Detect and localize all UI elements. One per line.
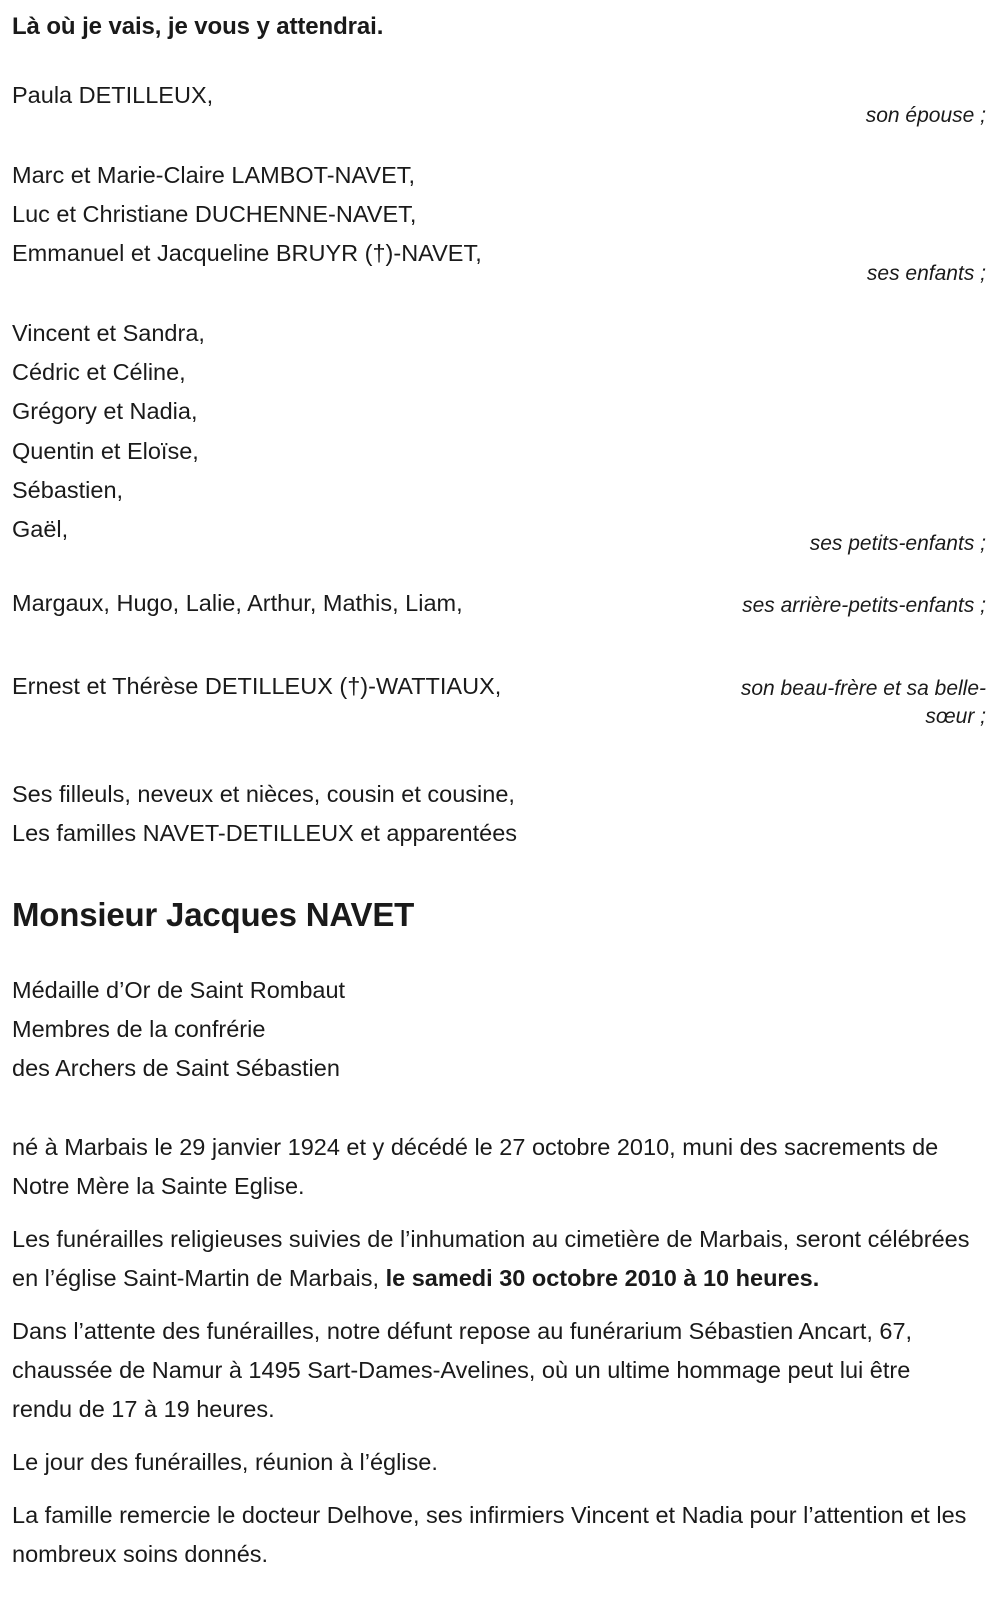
name-line: Margaux, Hugo, Lalie, Arthur, Mathis, Liam, xyxy=(12,589,463,616)
name-line: Sébastien, xyxy=(12,476,124,503)
relation-row-grandchildren xyxy=(12,314,986,558)
paragraph-thanks: La famille remercie le docteur Delhove, ses infirmiers Vincent et Nadia pour l’attention et les nombreux soins donnés. xyxy=(12,1501,967,1567)
paragraph-birth-death: né à Marbais le 29 janvier 1924 et y décédé le 27 octobre 2010, muni des sacrements de Notre Mère la Sainte Eglise. xyxy=(12,1133,939,1199)
closing-name-line: Les familles NAVET-DETILLEUX et apparentées xyxy=(12,820,518,847)
relation-names-great-grandchildren xyxy=(12,584,463,623)
honour-line: Médaille d’Or de Saint Rombaut xyxy=(12,976,346,1003)
spacer xyxy=(12,731,986,775)
relation-names-in-laws xyxy=(12,667,501,706)
deceased-name: Monsieur Jacques NAVET xyxy=(12,896,415,934)
spacer xyxy=(12,558,986,584)
funeral-intro-text: Les funérailles religieuses suivies de l’inhumation au cimetière de Marbais, seront célébrées en l’église Saint-Martin de Marbais, xyxy=(12,1225,970,1291)
honour-line: des Archers de Saint Sébastien xyxy=(12,1054,340,1081)
name-line: Vincent et Sandra, xyxy=(12,319,205,346)
relation-label-grandchildren: ses petits-enfants ; xyxy=(809,531,986,555)
name-line: Marc et Marie-Claire LAMBOT-NAVET, xyxy=(12,161,416,188)
relation-names-grandchildren xyxy=(12,314,205,549)
spacer xyxy=(12,623,986,667)
relation-label-in-laws: son beau-frère et sa belle-sœur ; xyxy=(740,677,986,728)
honours-block xyxy=(12,971,986,1088)
name-line: Ernest et Thérèse DETILLEUX (†)-WATTIAUX, xyxy=(12,673,502,699)
paragraph-funeral xyxy=(12,1220,970,1298)
name-line: Quentin et Eloïse, xyxy=(12,437,199,464)
name-line: Cédric et Céline, xyxy=(12,359,186,386)
relation-label-spouse: son épouse ; xyxy=(865,104,986,127)
funeral-datetime-text: le samedi 30 octobre 2010 à 10 heures. xyxy=(385,1264,820,1291)
relation-names-spouse xyxy=(12,76,213,115)
paragraph-gathering: Le jour des funérailles, réunion à l’église. xyxy=(12,1448,438,1475)
closing-names-block xyxy=(12,775,986,853)
relation-names-children xyxy=(12,156,482,274)
spacer xyxy=(12,288,986,314)
name-line: Grégory et Nadia, xyxy=(12,398,198,425)
spacer xyxy=(12,130,986,156)
name-line: Gaël, xyxy=(12,516,69,543)
paragraph-viewing: Dans l’attente des funérailles, notre défunt repose au funérarium Sébastien Ancart, 67, chaussée de Namur à 1495 Sart-Dames-Avelines, où un ultime hommage peut lui être rendu de 17 à 19 heures. xyxy=(12,1317,913,1422)
name-line: Luc et Christiane DUCHENNE-NAVET, xyxy=(12,201,417,228)
body-block xyxy=(12,1128,986,1574)
honour-line: Membres de la confrérie xyxy=(12,1015,266,1042)
relation-label-children: ses enfants ; xyxy=(866,261,986,285)
relations-block xyxy=(12,76,986,731)
relation-row-in-laws xyxy=(12,667,986,731)
closing-name-line: Ses filleuls, neveux et nièces, cousin et cousine, xyxy=(12,780,515,807)
epigraph: Là où je vais, je vous y attendrai. xyxy=(12,13,384,40)
relation-row-children xyxy=(12,156,986,288)
relation-row-great-grandchildren xyxy=(12,584,986,623)
relation-label-great-grandchildren: ses arrière-petits-enfants ; xyxy=(742,593,986,617)
name-line: Paula DETILLEUX, xyxy=(12,82,214,108)
name-line: Emmanuel et Jacqueline BRUYR (†)-NAVET, xyxy=(12,240,482,267)
relation-row-spouse xyxy=(12,76,986,130)
